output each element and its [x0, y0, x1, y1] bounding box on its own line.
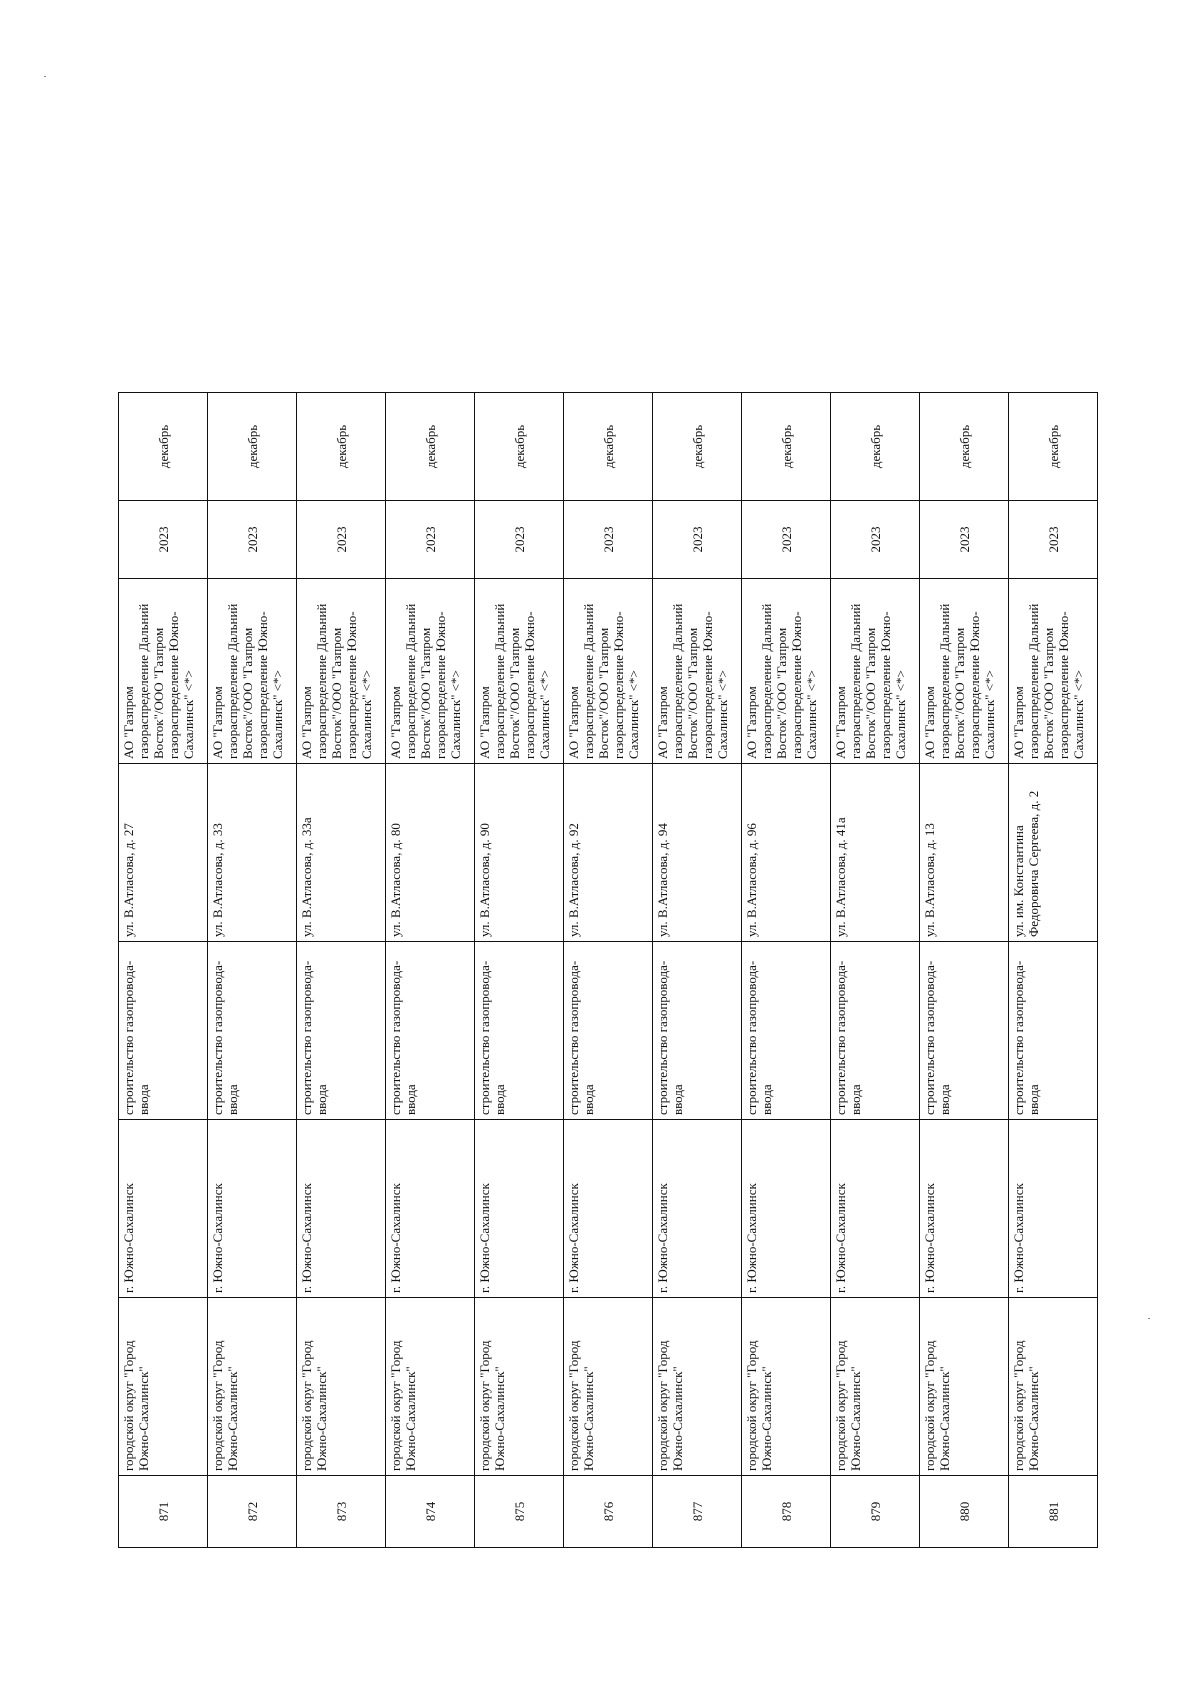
cell-work-type: строительство газопровода-ввода — [564, 942, 653, 1120]
cell-municipality: городской округ "Город Южно-Сахалинск" — [297, 1298, 386, 1476]
cell-locality: г. Южно-Сахалинск — [208, 1120, 297, 1298]
cell-owner: АО "Газпром газораспределение Дальний Восток"/ООО "Газпром газораспределение Южно-Сахалинск" <*> — [920, 579, 1009, 764]
table-row — [920, 393, 1009, 1548]
cell-municipality: городской округ "Город Южно-Сахалинск" — [475, 1298, 564, 1476]
cell-month: декабрь — [297, 393, 386, 501]
rotated-table-container — [118, 393, 1098, 1548]
cell-address: ул. им. Константина Федоровича Сергеева, д. 2 — [1009, 764, 1098, 942]
cell-address: ул. В.Атласова, д. 27 — [119, 764, 208, 942]
cell-year: 2023 — [208, 501, 297, 579]
cell-municipality: городской округ "Город Южно-Сахалинск" — [386, 1298, 475, 1476]
cell-year: 2023 — [119, 501, 208, 579]
cell-month: декабрь — [920, 393, 1009, 501]
table-row — [831, 393, 920, 1548]
cell-month: декабрь — [831, 393, 920, 501]
cell-year: 2023 — [386, 501, 475, 579]
cell-row-number: 881 — [1009, 1476, 1098, 1548]
cell-owner: АО "Газпром газораспределение Дальний Восток"/ООО "Газпром газораспределение Южно-Сахалинск" <*> — [119, 579, 208, 764]
cell-address: ул. В.Атласова, д. 13 — [920, 764, 1009, 942]
table-row — [742, 393, 831, 1548]
cell-work-type: строительство газопровода-ввода — [119, 942, 208, 1120]
cell-locality: г. Южно-Сахалинск — [119, 1120, 208, 1298]
table-row — [297, 393, 386, 1548]
cell-owner: АО "Газпром газораспределение Дальний Восток"/ООО "Газпром газораспределение Южно-Сахалинск" <*> — [1009, 579, 1098, 764]
cell-work-type: строительство газопровода-ввода — [742, 942, 831, 1120]
cell-work-type: строительство газопровода-ввода — [653, 942, 742, 1120]
gas-pipeline-schedule-table — [118, 392, 1098, 1548]
cell-row-number: 874 — [386, 1476, 475, 1548]
cell-row-number: 875 — [475, 1476, 564, 1548]
cell-row-number: 871 — [119, 1476, 208, 1548]
cell-owner: АО "Газпром газораспределение Дальний Восток"/ООО "Газпром газораспределение Южно-Сахалинск" <*> — [742, 579, 831, 764]
cell-month: декабрь — [475, 393, 564, 501]
cell-year: 2023 — [653, 501, 742, 579]
cell-locality: г. Южно-Сахалинск — [564, 1120, 653, 1298]
cell-work-type: строительство газопровода-ввода — [297, 942, 386, 1120]
cell-locality: г. Южно-Сахалинск — [920, 1120, 1009, 1298]
cell-month: декабрь — [119, 393, 208, 501]
cell-month: декабрь — [386, 393, 475, 501]
cell-locality: г. Южно-Сахалинск — [386, 1120, 475, 1298]
cell-year: 2023 — [1009, 501, 1098, 579]
cell-address: ул. В.Атласова, д. 33 — [208, 764, 297, 942]
cell-owner: АО "Газпром газораспределение Дальний Восток"/ООО "Газпром газораспределение Южно-Сахалинск" <*> — [564, 579, 653, 764]
cell-row-number: 872 — [208, 1476, 297, 1548]
scan-speck — [1148, 1318, 1150, 1319]
cell-address: ул. В.Атласова, д. 90 — [475, 764, 564, 942]
cell-locality: г. Южно-Сахалинск — [1009, 1120, 1098, 1298]
cell-locality: г. Южно-Сахалинск — [297, 1120, 386, 1298]
cell-municipality: городской округ "Город Южно-Сахалинск" — [831, 1298, 920, 1476]
cell-municipality: городской округ "Город Южно-Сахалинск" — [564, 1298, 653, 1476]
table-row — [564, 393, 653, 1548]
cell-year: 2023 — [920, 501, 1009, 579]
table-row — [119, 393, 208, 1548]
cell-address: ул. В.Атласова, д. 41а — [831, 764, 920, 942]
cell-work-type: строительство газопровода-ввода — [386, 942, 475, 1120]
scan-speck — [44, 76, 46, 77]
table-row — [208, 393, 297, 1548]
cell-year: 2023 — [564, 501, 653, 579]
cell-address: ул. В.Атласова, д. 80 — [386, 764, 475, 942]
cell-owner: АО "Газпром газораспределение Дальний Восток"/ООО "Газпром газораспределение Южно-Сахалинск" <*> — [831, 579, 920, 764]
cell-work-type: строительство газопровода-ввода — [1009, 942, 1098, 1120]
cell-year: 2023 — [475, 501, 564, 579]
table-row — [653, 393, 742, 1548]
cell-year: 2023 — [742, 501, 831, 579]
cell-municipality: городской округ "Город Южно-Сахалинск" — [208, 1298, 297, 1476]
cell-work-type: строительство газопровода-ввода — [831, 942, 920, 1120]
cell-locality: г. Южно-Сахалинск — [831, 1120, 920, 1298]
cell-month: декабрь — [564, 393, 653, 501]
cell-municipality: городской округ "Город Южно-Сахалинск" — [119, 1298, 208, 1476]
table-row — [386, 393, 475, 1548]
table-body — [119, 393, 1098, 1548]
cell-year: 2023 — [297, 501, 386, 579]
cell-month: декабрь — [653, 393, 742, 501]
cell-month: декабрь — [1009, 393, 1098, 501]
cell-address: ул. В.Атласова, д. 92 — [564, 764, 653, 942]
cell-owner: АО "Газпром газораспределение Дальний Восток"/ООО "Газпром газораспределение Южно-Сахалинск" <*> — [297, 579, 386, 764]
cell-locality: г. Южно-Сахалинск — [653, 1120, 742, 1298]
cell-work-type: строительство газопровода-ввода — [208, 942, 297, 1120]
cell-row-number: 878 — [742, 1476, 831, 1548]
cell-municipality: городской округ "Город Южно-Сахалинск" — [1009, 1298, 1098, 1476]
cell-month: декабрь — [742, 393, 831, 501]
cell-work-type: строительство газопровода-ввода — [475, 942, 564, 1120]
cell-municipality: городской округ "Город Южно-Сахалинск" — [920, 1298, 1009, 1476]
cell-row-number: 876 — [564, 1476, 653, 1548]
cell-row-number: 873 — [297, 1476, 386, 1548]
cell-address: ул. В.Атласова, д. 94 — [653, 764, 742, 942]
cell-owner: АО "Газпром газораспределение Дальний Восток"/ООО "Газпром газораспределение Южно-Сахалинск" <*> — [208, 579, 297, 764]
cell-work-type: строительство газопровода-ввода — [920, 942, 1009, 1120]
cell-locality: г. Южно-Сахалинск — [475, 1120, 564, 1298]
cell-owner: АО "Газпром газораспределение Дальний Восток"/ООО "Газпром газораспределение Южно-Сахалинск" <*> — [386, 579, 475, 764]
cell-row-number: 879 — [831, 1476, 920, 1548]
cell-month: декабрь — [208, 393, 297, 501]
cell-owner: АО "Газпром газораспределение Дальний Восток"/ООО "Газпром газораспределение Южно-Сахалинск" <*> — [475, 579, 564, 764]
cell-address: ул. В.Атласова, д. 96 — [742, 764, 831, 942]
cell-municipality: городской округ "Город Южно-Сахалинск" — [742, 1298, 831, 1476]
table-row — [475, 393, 564, 1548]
cell-municipality: городской округ "Город Южно-Сахалинск" — [653, 1298, 742, 1476]
cell-owner: АО "Газпром газораспределение Дальний Восток"/ООО "Газпром газораспределение Южно-Сахалинск" <*> — [653, 579, 742, 764]
cell-locality: г. Южно-Сахалинск — [742, 1120, 831, 1298]
cell-year: 2023 — [831, 501, 920, 579]
cell-row-number: 877 — [653, 1476, 742, 1548]
cell-row-number: 880 — [920, 1476, 1009, 1548]
table-row — [1009, 393, 1098, 1548]
cell-address: ул. В.Атласова, д. 33а — [297, 764, 386, 942]
